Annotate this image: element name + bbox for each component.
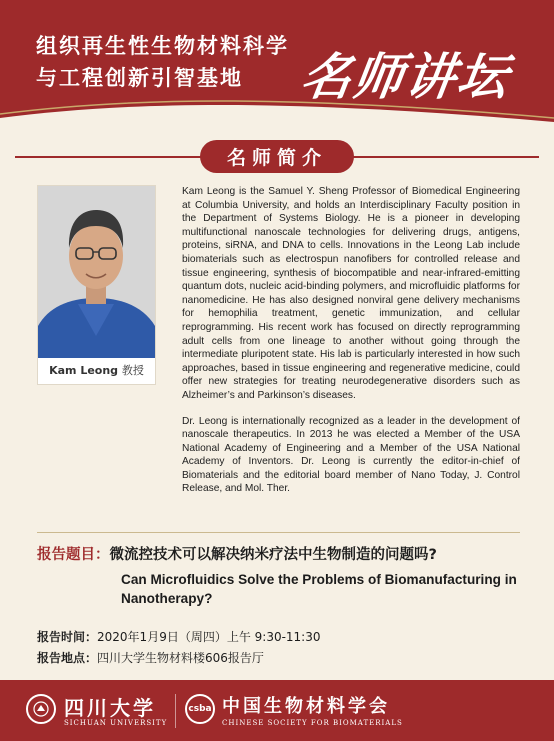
csb-name-cn: 中国生物材料学会 bbox=[222, 696, 390, 717]
csb-logo-icon bbox=[185, 694, 215, 724]
topic-title-cn: 微流控技术可以解决纳米疗法中生物制造的问题吗? bbox=[109, 547, 437, 563]
header-banner bbox=[0, 0, 554, 128]
lecture-place-row bbox=[37, 649, 321, 670]
topic-title-en: Can Microfluidics Solve the Problems of Biomanufacturing in Nanotherapy? bbox=[121, 572, 517, 606]
lecture-info bbox=[37, 628, 321, 670]
speaker-photo-card bbox=[37, 185, 156, 385]
content-divider bbox=[37, 532, 520, 533]
bio-paragraph-1: Kam Leong is the Samuel Y. Sheng Professor of Biomedical Engineering at Columbia University, and holds an Interdisciplinary Faculty position in the Department of Systems Biology. He is a pioneer in developing multifunctional nanoscale technologies for delivering drugs, antigens, proteins, siRNA, and DNA to cells. Innovations in the Leong Lab include biomaterials such as electrospun nanofibers for controlled release and tissue engineering, synthesis of biocompatible and near-infrared-emitting quantum dots, nucleic acid-binding polymers, and microfluidic platforms for nanomedicine. He has also designed nonviral gene delivery mechanisms for hemophilia treatment, genetic immunization, and cellular reprogramming. His recent work has focused on directly reprogramming adult cells from one lineage to another without going through the intermediate pluripotent state. His lab is particularly interested in how such approaches, based in tissue engineering and regenerative medicine, could offer new strategies for treating neurodegenerative disorders such as Alzheimer’s and Parkinson’s diseases. bbox=[182, 186, 520, 401]
portrait-illustration bbox=[38, 186, 155, 358]
speaker-name: Kam Leong bbox=[49, 364, 119, 377]
section-heading: 名师简介 bbox=[200, 140, 354, 173]
csb-name-en: CHINESE SOCIETY FOR BIOMATERIALS bbox=[222, 719, 403, 727]
bio-paragraph-2: Dr. Leong is internationally recognized as a leader in the development of nanoscale therapeutics. In 2013 he was elected a Member of the USA National Academy of Engineering and a Member of the USA National Academy of Inventors. Dr. Leong is currently the editor-in-chief of Biomaterials and the editorial board member of Nano Today, J. Control Release, and Mol. Ther. bbox=[182, 415, 520, 495]
speaker-biography bbox=[182, 185, 520, 496]
topic-label: 报告题目： bbox=[37, 547, 110, 563]
speaker-title: 教授 bbox=[121, 364, 144, 377]
time-label: 报告时间： bbox=[37, 630, 98, 644]
header-title-line2: 与工程创新引智基地 bbox=[36, 66, 243, 90]
time-value: 2020年1月9日（周四）上午 9:30-11:30 bbox=[97, 630, 321, 644]
sichuan-university-name-cn: 四川大学 bbox=[64, 696, 156, 720]
footer-banner bbox=[0, 680, 554, 741]
place-value: 四川大学生物材料楼606报告厅 bbox=[97, 651, 264, 665]
sichuan-university-seal-icon bbox=[26, 694, 56, 724]
header-title-line1: 组织再生性生物材料科学 bbox=[36, 34, 289, 58]
csb-logo-text: csba bbox=[188, 704, 212, 714]
speaker-portrait bbox=[38, 186, 155, 358]
lecture-topic bbox=[37, 543, 527, 608]
place-label: 报告地点： bbox=[37, 651, 98, 665]
header-calligraphy-title: 名师讲坛 bbox=[297, 47, 514, 106]
seal-emblem-icon bbox=[32, 700, 50, 718]
lecture-time-row bbox=[37, 628, 321, 649]
footer-separator bbox=[175, 694, 176, 728]
speaker-caption bbox=[38, 362, 155, 378]
header-wave-decoration bbox=[0, 96, 554, 128]
sichuan-university-name-en: SICHUAN UNIVERSITY bbox=[64, 719, 168, 727]
